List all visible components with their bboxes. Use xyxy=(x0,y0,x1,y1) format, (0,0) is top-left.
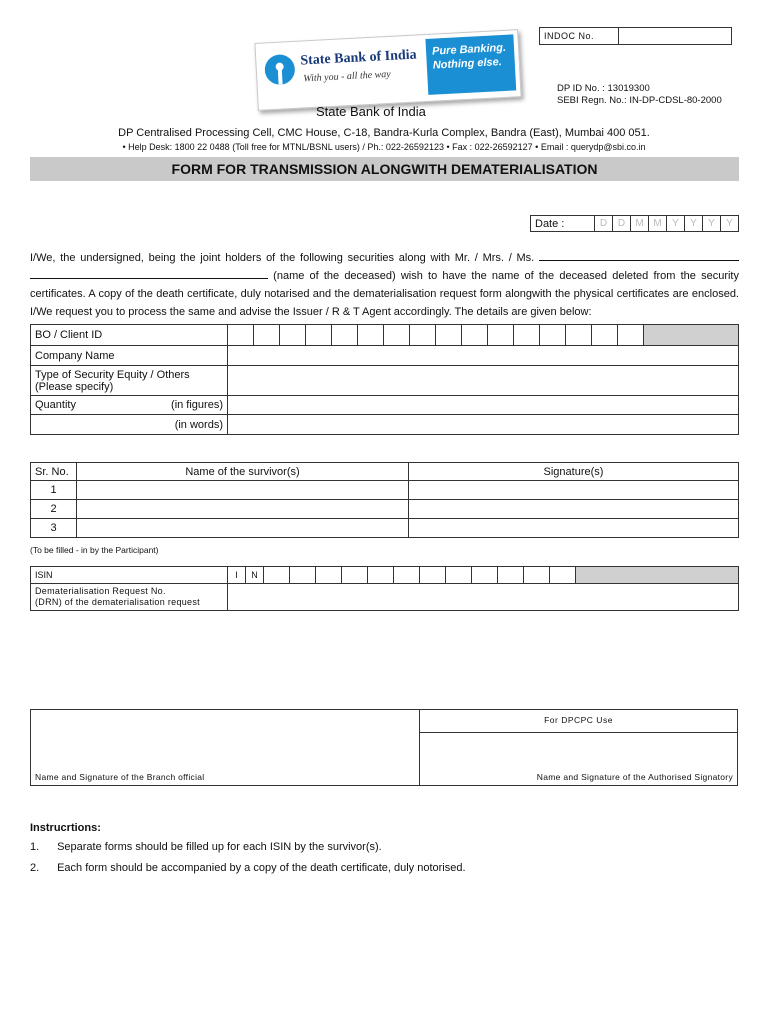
deceased-name-line-2[interactable] xyxy=(30,268,268,279)
id-digit-box[interactable] xyxy=(540,325,566,345)
instructions-heading: Instrucrtions: xyxy=(30,822,101,834)
survivor-name-field[interactable] xyxy=(77,519,409,538)
date-digit[interactable]: Y xyxy=(703,216,721,232)
id-digit-box[interactable] xyxy=(306,325,332,345)
drn-label xyxy=(31,584,228,611)
date-label: Date : xyxy=(531,216,595,232)
intro-part2: (name of the deceased) wish to have the name of the deceased deleted from the security certificates. A copy of the death certificate, duly notarised and the dematerialisation request form alongwith the physical certificates are enclosed. I/We request you to process the same and advise the Issuer / R & T Agent accordingly. The details are given below: xyxy=(30,270,739,318)
id-digit-box[interactable] xyxy=(514,325,540,345)
isin-digit-box[interactable] xyxy=(420,567,446,583)
security-details-table xyxy=(30,324,739,435)
col-survivor-name: Name of the survivor(s) xyxy=(77,463,409,481)
security-type-line1: Type of Security Equity / Others xyxy=(35,368,190,381)
isin-digit-box[interactable] xyxy=(394,567,420,583)
survivor-signature-field[interactable] xyxy=(409,519,739,538)
isin-shaded-area xyxy=(576,567,739,583)
date-table xyxy=(530,215,739,232)
date-digit[interactable]: Y xyxy=(667,216,685,232)
isin-digit-box[interactable] xyxy=(524,567,550,583)
intro-part1: I/We, the undersigned, being the joint holders of the following securities along with Mr. / Mrs. / Ms. xyxy=(30,252,535,264)
dp-info xyxy=(557,83,722,107)
sbi-logo-icon xyxy=(264,54,296,86)
col-signature: Signature(s) xyxy=(409,463,739,481)
logo-slogan xyxy=(425,34,516,95)
bo-client-id-label: BO / Client ID xyxy=(31,325,228,346)
indoc-label: INDOC No. xyxy=(540,28,619,45)
isin-label: ISIN xyxy=(31,567,228,584)
form-title: FORM FOR TRANSMISSION ALONGWITH DEMATERIALISATION xyxy=(30,157,739,181)
id-digit-box[interactable] xyxy=(462,325,488,345)
bank-name: State Bank of India xyxy=(316,104,426,119)
survivor-signature-field[interactable] xyxy=(409,481,739,500)
security-type-label xyxy=(31,366,228,396)
company-name-label: Company Name xyxy=(31,346,228,366)
participant-note: (To be filled - in by the Participant) xyxy=(30,545,159,555)
survivor-sr: 2 xyxy=(31,500,77,519)
quantity-figures-label xyxy=(31,396,228,415)
id-digit-box[interactable] xyxy=(592,325,618,345)
col-sr-no: Sr. No. xyxy=(31,463,77,481)
bo-client-id-boxes xyxy=(228,325,739,346)
id-digit-box[interactable] xyxy=(228,325,254,345)
isin-prefix-i: I xyxy=(228,567,246,583)
instruction-num: 2. xyxy=(30,862,40,874)
id-digit-box[interactable] xyxy=(332,325,358,345)
company-name-field[interactable] xyxy=(228,346,739,366)
isin-digit-box[interactable] xyxy=(550,567,576,583)
id-digit-box[interactable] xyxy=(358,325,384,345)
id-digit-box[interactable] xyxy=(436,325,462,345)
indoc-field[interactable] xyxy=(619,28,732,45)
instruction-item xyxy=(30,841,382,853)
isin-digit-box[interactable] xyxy=(264,567,290,583)
drn-field[interactable] xyxy=(228,584,739,611)
id-digit-box[interactable] xyxy=(566,325,592,345)
id-digit-box[interactable] xyxy=(280,325,306,345)
drn-line1: Dematerialisation Request No. xyxy=(35,586,166,596)
signature-section xyxy=(30,709,738,786)
isin-digit-box[interactable] xyxy=(290,567,316,583)
quantity-label: Quantity xyxy=(35,399,76,411)
survivor-name-field[interactable] xyxy=(77,500,409,519)
sbi-logo xyxy=(254,29,521,111)
instruction-text: Separate forms should be filled up for each ISIN by the survivor(s). xyxy=(57,841,382,853)
id-digit-box[interactable] xyxy=(410,325,436,345)
address: DP Centralised Processing Cell, CMC House, C-18, Bandra-Kurla Complex, Bandra (East), Mumbai 400 051. xyxy=(118,127,650,139)
drn-line2: (DRN) of the dematerialisation request xyxy=(35,597,200,607)
security-type-field[interactable] xyxy=(228,366,739,396)
date-digit[interactable]: D xyxy=(613,216,631,232)
dpcpc-divider xyxy=(420,732,737,733)
logo-slogan-line1: Pure Banking. xyxy=(431,41,507,58)
isin-digit-box[interactable] xyxy=(498,567,524,583)
survivor-sr: 1 xyxy=(31,481,77,500)
security-type-line2: (Please specify) xyxy=(35,380,114,393)
isin-table xyxy=(30,566,739,611)
branch-official-label: Name and Signature of the Branch official xyxy=(35,772,205,782)
contact-line: • Help Desk: 1800 22 0488 (Toll free for MTNL/BSNL users) / Ph.: 022-26592123 • Fax : 022-26592127 • Email : querydp@sbi.co.in xyxy=(122,142,646,152)
intro-paragraph xyxy=(30,249,739,321)
dp-id: DP ID No. : 13019300 xyxy=(557,83,650,94)
survivors-table xyxy=(30,462,739,538)
survivor-name-field[interactable] xyxy=(77,481,409,500)
survivor-signature-field[interactable] xyxy=(409,500,739,519)
isin-digit-box[interactable] xyxy=(342,567,368,583)
deceased-name-line-1[interactable] xyxy=(539,250,739,261)
isin-prefix-n: N xyxy=(246,567,264,583)
date-digit[interactable]: Y xyxy=(685,216,703,232)
quantity-figures-field[interactable] xyxy=(228,396,739,415)
id-shaded-area xyxy=(644,325,739,345)
id-digit-box[interactable] xyxy=(618,325,644,345)
in-words-label: (in words) xyxy=(31,415,228,435)
id-digit-box[interactable] xyxy=(384,325,410,345)
instruction-num: 1. xyxy=(30,841,40,853)
id-digit-box[interactable] xyxy=(254,325,280,345)
date-digit[interactable]: Y xyxy=(721,216,739,232)
quantity-words-field[interactable] xyxy=(228,415,739,435)
isin-boxes xyxy=(228,567,739,584)
survivor-sr: 3 xyxy=(31,519,77,538)
isin-digit-box[interactable] xyxy=(368,567,394,583)
logo-name: State Bank of India xyxy=(300,47,417,69)
isin-digit-box[interactable] xyxy=(472,567,498,583)
isin-digit-box[interactable] xyxy=(316,567,342,583)
authorised-signatory-label: Name and Signature of the Authorised Signatory xyxy=(536,772,733,782)
id-digit-box[interactable] xyxy=(488,325,514,345)
isin-digit-box[interactable] xyxy=(446,567,472,583)
logo-tagline: With you - all the way xyxy=(303,68,392,85)
instruction-text: Each form should be accompanied by a copy of the death certificate, duly notorised. xyxy=(57,862,466,874)
indoc-table xyxy=(539,27,732,45)
date-digit[interactable]: D xyxy=(595,216,613,232)
sebi-regn: SEBI Regn. No.: IN-DP-CDSL-80-2000 xyxy=(557,95,722,106)
in-figures-label: (in figures) xyxy=(171,399,223,411)
date-digit[interactable]: M xyxy=(649,216,667,232)
instruction-item xyxy=(30,862,466,874)
logo-slogan-line2: Nothing else. xyxy=(432,56,503,72)
dpcpc-use-label: For DPCPC Use xyxy=(544,715,613,725)
date-digit[interactable]: M xyxy=(631,216,649,232)
